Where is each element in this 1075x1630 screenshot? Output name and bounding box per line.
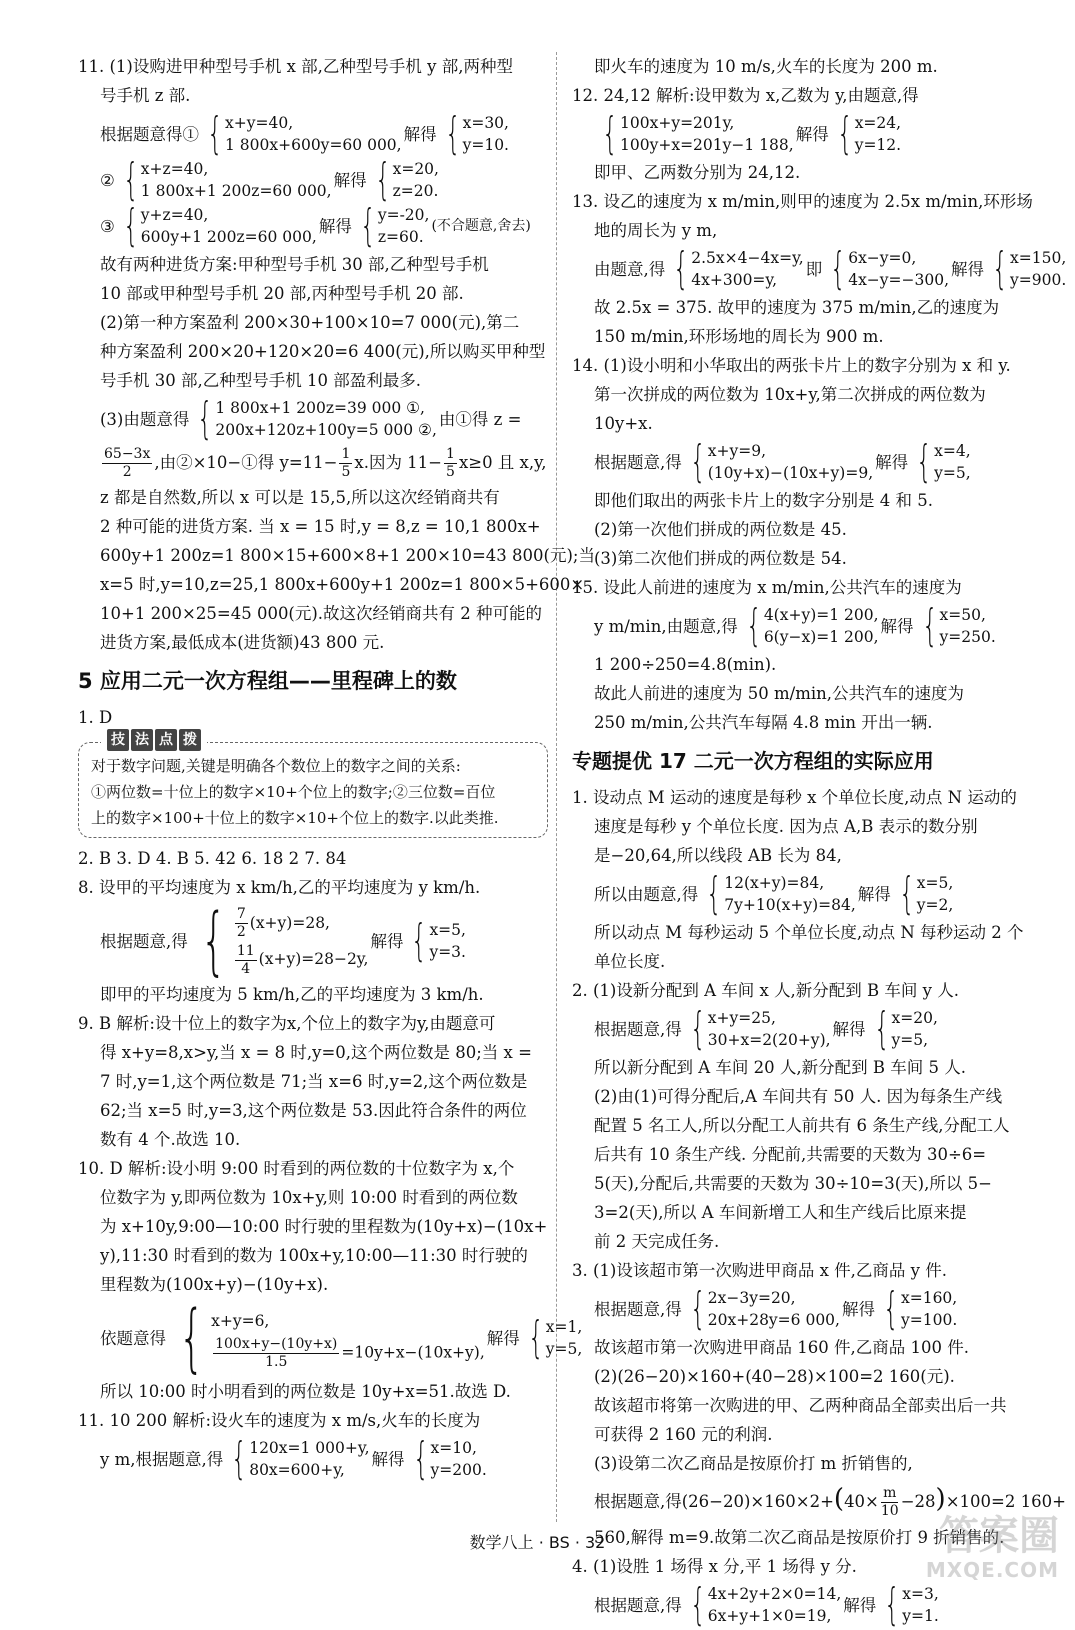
text-line: (2)由(1)可得分配后,A 车间共有 50 人. 因为每条生产线 — [594, 1087, 1003, 1106]
tip-char: 点 — [155, 729, 177, 751]
solution-system: { x=1, y=5, — [528, 1312, 583, 1363]
text-line: 即甲的平均速度为 5 km/h,乙的平均速度为 3 km/h. — [100, 985, 484, 1004]
text: 40× — [844, 1492, 879, 1511]
equation — [211, 1336, 485, 1371]
equation: 12(x+y)=84, — [724, 874, 825, 892]
fraction — [444, 446, 457, 481]
text: 解得 — [843, 1595, 877, 1615]
numerator: 100x+y−(10y+x) — [215, 1335, 338, 1352]
equation: x=5, — [916, 874, 954, 892]
equation: 30+x=2(20+y), — [707, 1031, 831, 1049]
solution-system: { x=160, y=100. — [883, 1283, 958, 1334]
page-footer: 数学八上 · BS · 32 — [469, 1533, 606, 1552]
equation-row — [572, 600, 1042, 651]
text: 解得 — [371, 1449, 405, 1469]
equation: 1 800x+1 200z=60 000, — [140, 182, 332, 200]
text-line: 62;当 x=5 时,y=3,这个两位数是 53.因此符合条件的两位 — [100, 1101, 527, 1120]
equation: y=-20, — [377, 206, 430, 224]
text-line: 所以新分配到 A 车间 20 人,新分配到 B 车间 5 人. — [594, 1058, 966, 1077]
equation: x=1, — [545, 1318, 583, 1336]
text-line: 为 x+10y,9:00—10:00 时行驶的里程数为(10y+x)−(10x+ — [100, 1217, 548, 1236]
solution-system: { x=50, y=250. — [921, 600, 996, 651]
text-line: 号手机 z 部. — [100, 86, 191, 105]
equation: 80x=600+y, — [249, 1461, 345, 1479]
equation-row — [78, 200, 548, 251]
numerator: 11 — [236, 942, 255, 959]
tip-char: 技 — [107, 729, 129, 751]
equation: 100y+x=201y−1 188, — [620, 136, 794, 154]
solution-system: { x=5, y=3. — [411, 915, 466, 966]
text: 依题意得 — [100, 1328, 166, 1348]
equation: x=150, — [1010, 249, 1067, 267]
solution-system: { x=5, y=2, — [899, 868, 954, 919]
text-line: 250 m/min,公共汽车每隔 4.8 min 开出一辆. — [594, 713, 933, 732]
equation: (10y+x)−(10x+y)=9, — [707, 464, 874, 482]
equation-row — [572, 108, 1042, 159]
text: ,由②×10−①得 y=11− — [154, 453, 338, 472]
equation: x=30, — [462, 114, 509, 132]
equation-system: { 4(x+y)=1 200, 6(y−x)=1 200, — [746, 600, 879, 651]
answer-line: 3. (1)设该超市第一次购进甲商品 x 件,乙商品 y 件. — [572, 1261, 947, 1280]
answer-line: 4. (1)设胜 1 场得 x 分,平 1 场得 y 分. — [572, 1557, 857, 1576]
text-line: 故此人前进的速度为 50 m/min,公共汽车的速度为 — [594, 684, 964, 703]
equation: y=1. — [902, 1607, 939, 1625]
text-line: 1 200÷250=4.8(min). — [594, 655, 777, 674]
equation: z=20. — [392, 182, 439, 200]
text-line: 11. (1)设购进甲种型号手机 x 部,乙种型号手机 y 部,两种型 — [78, 57, 513, 76]
equation-system: { 120x=1 000+y, 80x=600+y, — [231, 1433, 370, 1484]
solution-system: { x=24, y=12. — [836, 108, 902, 159]
equation — [233, 941, 369, 978]
fraction — [339, 446, 352, 481]
text: 根据题意,得 — [100, 931, 188, 951]
text: 根据题意得① — [100, 124, 199, 144]
equation-system: { 1 800x+1 200z=39 000 ①, 200x+120z+100y=5 000 ②, — [197, 393, 437, 444]
denominator: 4 — [241, 960, 251, 977]
watermark-url: MXQE.COM — [925, 1558, 1059, 1582]
tip-line: ①两位数=十位上的数字×10+个位上的数字;②三位数=百位 — [91, 783, 496, 801]
text: 解得 — [403, 124, 437, 144]
text-line: 位数字为 y,即两位数为 10x+y,则 10:00 时看到的两位数 — [100, 1188, 518, 1207]
text-line: 可获得 2 160 元的利润. — [594, 1425, 773, 1444]
text-line: 150 m/min,环形场地的周长为 900 m. — [594, 327, 884, 346]
equation: x+y=6, — [211, 1311, 270, 1330]
equation: x+z=40, — [140, 160, 209, 178]
section-title: 专题提优 17 二元一次方程组的实际应用 — [572, 749, 934, 773]
equation: 4x−y=−300, — [848, 271, 950, 289]
equation-system: { x+z=40, 1 800x+1 200z=60 000, — [123, 154, 332, 205]
text-line: 配置 5 名工人,所以分配工人前共有 6 条生产线,分配工人 — [594, 1116, 1010, 1135]
text: 由题意,得 — [594, 259, 666, 279]
equation-system: { 2.5x×4−4x=y, 4x+300=y, — [673, 243, 804, 294]
text: 解得 — [857, 884, 891, 904]
equation-system: { y+z=40, 600y+1 200z=60 000, — [123, 200, 317, 251]
text-line: 种方案盈利 200×20+120×20=6 400(元),所以购买甲种型 — [100, 342, 546, 361]
equation: x+y=25, — [707, 1009, 776, 1027]
solution-system: { x=150, y=900. — [992, 243, 1067, 294]
equation: x=24, — [854, 114, 902, 132]
text: (3)由题意得 — [100, 409, 190, 429]
text-line: z 都是自然数,所以 x 可以是 15,5,所以这次经销商共有 — [100, 488, 500, 507]
equation: x=160, — [900, 1289, 958, 1307]
text-line: y),11:30 时看到的数为 100x+y,10:00—11:30 时行驶的 — [100, 1246, 528, 1265]
equation: y=250. — [939, 628, 996, 646]
text: 所以由题意,得 — [594, 884, 699, 904]
answer-line: 2. (1)设新分配到 A 车间 x 人,新分配到 B 车间 y 人. — [572, 981, 959, 1000]
equation-system: { 4x+2y+2×0=14, 6x+y+1×0=19, — [690, 1579, 842, 1630]
text: =10y+x−(10x+y), — [341, 1343, 485, 1361]
equation: x=50, — [939, 606, 986, 624]
tip-line: 上的数字×100+十位上的数字×10+个位上的数字.以此类推. — [91, 809, 499, 827]
numerator: 1 — [446, 446, 455, 462]
text: x.因为 11− — [354, 453, 443, 472]
section-title: 5 应用二元一次方程组——里程碑上的数 — [78, 669, 457, 693]
text: (不合题意,舍去) — [431, 217, 531, 234]
text: 解得 — [318, 216, 352, 236]
text-line: 即他们取出的两张卡片上的数字分别是 4 和 5. — [594, 491, 933, 510]
tip-char: 法 — [131, 729, 153, 751]
equation: 4(x+y)=1 200, — [763, 606, 879, 624]
text-line: 7 时,y=1,这个两位数是 71;当 x=6 时,y=2,这个两位数是 — [100, 1072, 528, 1091]
watermark — [899, 1514, 1059, 1584]
equation: x+y=40, — [225, 114, 294, 132]
equation-system: { x+y=40, 1 800x+600y=60 000, — [207, 108, 402, 159]
denominator: 10 — [880, 1503, 899, 1519]
text-line: 故 2.5x = 375. 故甲的速度为 375 m/min,乙的速度为 — [594, 298, 1000, 317]
equation: 4x+300=y, — [691, 271, 778, 289]
text-line: 得 x+y=8,x>y,当 x = 8 时,y=0,这个两位数是 80;当 x = — [100, 1043, 532, 1062]
equation-row — [78, 898, 548, 984]
text-line — [78, 443, 548, 483]
text-line: 2 种可能的进货方案. 当 x = 15 时,y = 8,z = 10,1 800x+ — [100, 517, 541, 536]
text-line: (3)第二次他们拼成的两位数是 54. — [594, 549, 847, 568]
equation: 200x+120z+100y=5 000 ②, — [215, 421, 437, 439]
equation: 100x+y=201y, — [620, 114, 735, 132]
text: 根据题意,得 — [594, 1299, 682, 1319]
text-line: 单位长度. — [594, 952, 666, 971]
text-line: 故有两种进货方案:甲种型号手机 30 部,乙种型号手机 — [100, 255, 489, 274]
numerator: 65−3x — [104, 446, 151, 462]
text-line: (2)第一种方案盈利 200×30+100×10=7 000(元),第二 — [100, 313, 520, 332]
equation: y=2, — [916, 896, 954, 914]
equation: y=5, — [934, 464, 971, 482]
text-line: 里程数为(100x+y)−(10y+x). — [100, 1275, 329, 1294]
equation-row — [572, 1283, 1042, 1334]
text-line: (2)(26−20)×160+(40−28)×100=2 160(元). — [594, 1367, 955, 1386]
equation: y+z=40, — [140, 206, 209, 224]
equation: x=3, — [902, 1585, 939, 1603]
equation-row — [572, 1003, 1042, 1054]
denominator: 5 — [446, 464, 455, 480]
equation: y=200. — [430, 1461, 487, 1479]
text-line: 根据题意,得(26−20)×160×2+(40× $\frac{m}{10}$ −28)×100=2 160+ — [594, 1484, 1066, 1519]
text: 解得 — [832, 1019, 866, 1039]
text-line: (2)第一次他们拼成的两位数是 45. — [594, 520, 847, 539]
text-line: (3)设第二次乙商品是按原价打 m 折销售的, — [594, 1454, 913, 1473]
watermark-logo: 答案圈 — [939, 1513, 1059, 1559]
text: y m,根据题意,得 — [100, 1449, 224, 1469]
equation: x=20, — [891, 1009, 938, 1027]
equation: z=60. — [377, 228, 424, 246]
equation-row — [78, 154, 548, 205]
tip-line: 对于数字问题,关键是明确各个数位上的数字之间的关系: — [91, 757, 461, 775]
text-line: 是−20,64,所以线段 AB 长为 84, — [594, 846, 842, 865]
text-line: 即甲、乙两数分别为 24,12. — [594, 163, 801, 182]
equation-row — [572, 1579, 1042, 1630]
answer-line: 1. D — [78, 708, 113, 727]
solution-system: { x=4, y=5, — [916, 436, 971, 487]
text-line: x=5 时,y=10,z=25,1 800x+600y+1 200z=1 800×5+600× — [100, 575, 585, 594]
text: 解得 — [333, 170, 367, 190]
equation — [233, 905, 369, 942]
solution-system: { x=10, y=200. — [412, 1433, 487, 1484]
tip-box — [78, 732, 548, 838]
equation-row — [78, 393, 548, 444]
equation: x=5, — [429, 921, 466, 939]
answer-line: 12. 24,12 解析:设甲数为 x,乙数为 y,由题意,得 — [572, 86, 919, 105]
text: ③ — [100, 216, 115, 236]
text: 解得 — [951, 259, 985, 279]
equation: 1 800x+1 200z=39 000 ①, — [215, 399, 425, 417]
text-line: 号手机 30 部,乙种型号手机 10 部盈利最多. — [100, 371, 421, 390]
right-column — [572, 52, 1067, 1630]
numerator: 1 — [341, 446, 351, 462]
equation: 6(y−x)=1 200, — [763, 628, 879, 646]
text-line: 560,解得 m=9.故第二次乙商品是按原价打 9 折销售的. — [594, 1528, 1005, 1547]
equation: x=10, — [430, 1439, 477, 1457]
solution-system: { x=20, y=5, — [873, 1003, 938, 1054]
equation: x=20, — [392, 160, 439, 178]
equation-row — [572, 243, 1067, 294]
equation: y=5, — [891, 1031, 929, 1049]
text-line: 后共有 10 条生产线. 分配前,共需要的天数为 30÷6= — [594, 1145, 987, 1164]
text-line: 前 2 天完成任务. — [594, 1232, 720, 1251]
answer-line: 11. 10 200 解析:设火车的速度为 x m/s,火车的长度为 — [78, 1411, 481, 1430]
text: 即 — [805, 259, 823, 279]
equation: y=3. — [429, 943, 466, 961]
text: ×100=2 160+ — [945, 1492, 1066, 1511]
equation-system: { $\frac{7}{2}$ (x+y)=28, $\frac{11}{4}$ (x+y)=28−2y, — [200, 898, 369, 984]
solution-system: { x=30, y=10. — [444, 108, 509, 159]
text-line: 进货方案,最低成本(进货额)43 800 元. — [100, 633, 385, 652]
text: 解得 — [875, 452, 909, 472]
answer-line: 14. (1)设小明和小华取出的两张卡片上的数字分别为 x 和 y. — [572, 356, 1011, 375]
equation-row — [78, 108, 548, 159]
equation-system: { 6x−y=0, 4x−y=−300, — [830, 243, 950, 294]
numerator: m — [883, 1485, 897, 1501]
text: 解得 — [486, 1328, 520, 1348]
equation-system: { x+y=6, $\frac{100x+y-(10y+x)}{1.5}$ =10y+x−(10x+y), — [178, 1295, 485, 1381]
equation-system: { 12(x+y)=84, 7y+10(x+y)=84, — [706, 868, 856, 919]
tip-heading — [101, 729, 207, 751]
text: 根据题意,得 — [594, 452, 682, 472]
equation: 2x−3y=20, — [707, 1289, 796, 1307]
answer-line: 2. B 3. D 4. B 5. 42 6. 18 2 7. 84 — [78, 849, 347, 868]
equation-row — [572, 436, 1042, 487]
equation: 120x=1 000+y, — [249, 1439, 370, 1457]
left-column — [78, 52, 595, 1484]
text-line: 10y+x. — [594, 414, 653, 433]
text: 解得 — [795, 124, 829, 144]
text: 解得 — [880, 616, 914, 636]
equation: x=4, — [934, 442, 971, 460]
equation: y=10. — [462, 136, 509, 154]
text: (x+y)=28−2y, — [258, 950, 369, 968]
text-line: 第一次拼成的两位数为 10x+y,第二次拼成的两位数为 — [594, 385, 986, 404]
text: 解得 — [841, 1299, 875, 1319]
text: x≥0 且 x,y, — [458, 453, 547, 472]
equation: 2.5x×4−4x=y, — [691, 249, 804, 267]
fraction — [102, 446, 152, 481]
equation-system: { 2x−3y=20, 20x+28y=6 000, — [690, 1283, 840, 1334]
equation: y=100. — [900, 1311, 958, 1329]
equation: y=5, — [545, 1340, 583, 1358]
equation-row — [78, 1295, 583, 1381]
answer-line: 13. 设乙的速度为 x m/min,则甲的速度为 2.5x m/min,环形场 — [572, 192, 1033, 211]
equation-row — [572, 868, 1042, 919]
equation: 20x+28y=6 000, — [707, 1311, 840, 1329]
answer-line: 8. 设甲的平均速度为 x km/h,乙的平均速度为 y km/h. — [78, 878, 481, 897]
numerator: 7 — [236, 906, 246, 922]
equation: 6x+y+1×0=19, — [707, 1607, 832, 1625]
text-line: 10+1 200×25=45 000(元).故这次经销商共有 2 种可能的 — [100, 604, 543, 623]
equation: y=12. — [854, 136, 902, 154]
text: 根据题意,得 — [594, 1019, 682, 1039]
text-line: 3=2(天),所以 A 车间新增工人和生产线后比原来提 — [594, 1203, 967, 1222]
text-line: 即火车的速度为 10 m/s,火车的长度为 200 m. — [594, 57, 938, 76]
equation-row — [78, 1433, 548, 1484]
text-line: 数有 4 个.故选 10. — [100, 1130, 241, 1149]
answer-line: 1. 设动点 M 运动的速度是每秒 x 个单位长度,动点 N 运动的 — [572, 788, 1017, 807]
text: 解得 — [370, 931, 404, 951]
answer-line: 10. D 解析:设小明 9:00 时看到的两位数的十位数字为 x,个 — [78, 1159, 515, 1178]
denominator: 5 — [341, 464, 351, 480]
equation: x+y=9, — [707, 442, 767, 460]
denominator: 2 — [122, 464, 132, 480]
text: −28 — [900, 1492, 936, 1511]
text-line: 故该超市第一次购进甲商品 160 件,乙商品 100 件. — [594, 1338, 969, 1357]
text: ② — [100, 170, 115, 190]
equation: 7y+10(x+y)=84, — [724, 896, 856, 914]
text-line: 速度是每秒 y 个单位长度. 因为点 A,B 表示的数分别 — [594, 817, 978, 836]
text: 由①得 z = — [438, 409, 522, 429]
solution-system: { x=20, z=20. — [374, 154, 439, 205]
answer-line: 9. B 解析:设十位上的数字为x,个位上的数字为y,由题意可 — [78, 1014, 496, 1033]
tip-char: 拨 — [179, 729, 201, 751]
text-line: 10 部或甲种型号手机 20 部,丙种型号手机 20 部. — [100, 284, 464, 303]
equation: 600y+1 200z=60 000, — [140, 228, 317, 246]
equation: y=900. — [1010, 271, 1067, 289]
text: 根据题意,得 — [594, 1595, 682, 1615]
equation: 4x+2y+2×0=14, — [707, 1585, 842, 1603]
equation: 1 800x+600y=60 000, — [225, 136, 402, 154]
equation: 6x−y=0, — [848, 249, 917, 267]
text-line: 所以动点 M 每秒运动 5 个单位长度,动点 N 每秒运动 2 个 — [594, 923, 1024, 942]
denominator: 2 — [236, 924, 246, 940]
text: 根据题意,得(26−20)×160×2+ — [594, 1492, 834, 1511]
solution-system: { y=-20, z=60. — [360, 200, 430, 251]
text-line: 故该超市将第一次购进的甲、乙两种商品全部卖出后一共 — [594, 1396, 1007, 1415]
equation-system: { x+y=9, (10y+x)−(10x+y)=9, — [690, 436, 874, 487]
text: (x+y)=28, — [249, 913, 330, 932]
text-line: 所以 10:00 时小明看到的两位数是 10y+x=51.故选 D. — [100, 1382, 511, 1401]
equation-system: { 100x+y=201y, 100y+x=201y−1 188, — [602, 108, 794, 159]
text: y m/min,由题意,得 — [594, 616, 738, 636]
solution-system: { x=3, y=1. — [884, 1579, 939, 1630]
column-divider — [556, 52, 557, 1522]
text-line: 600y+1 200z=1 800×15+600×8+1 200×10=43 800(元);当 — [100, 546, 595, 565]
denominator: 1.5 — [265, 1353, 288, 1370]
answer-line: 15. 设此人前进的速度为 x m/min,公共汽车的速度为 — [572, 578, 962, 597]
text-line: 地的周长为 y m, — [594, 221, 718, 240]
text-line: 5(天),分配后,共需要的天数为 30÷10=3(天),所以 5− — [594, 1174, 992, 1193]
equation-system: { x+y=25, 30+x=2(20+y), — [690, 1003, 831, 1054]
